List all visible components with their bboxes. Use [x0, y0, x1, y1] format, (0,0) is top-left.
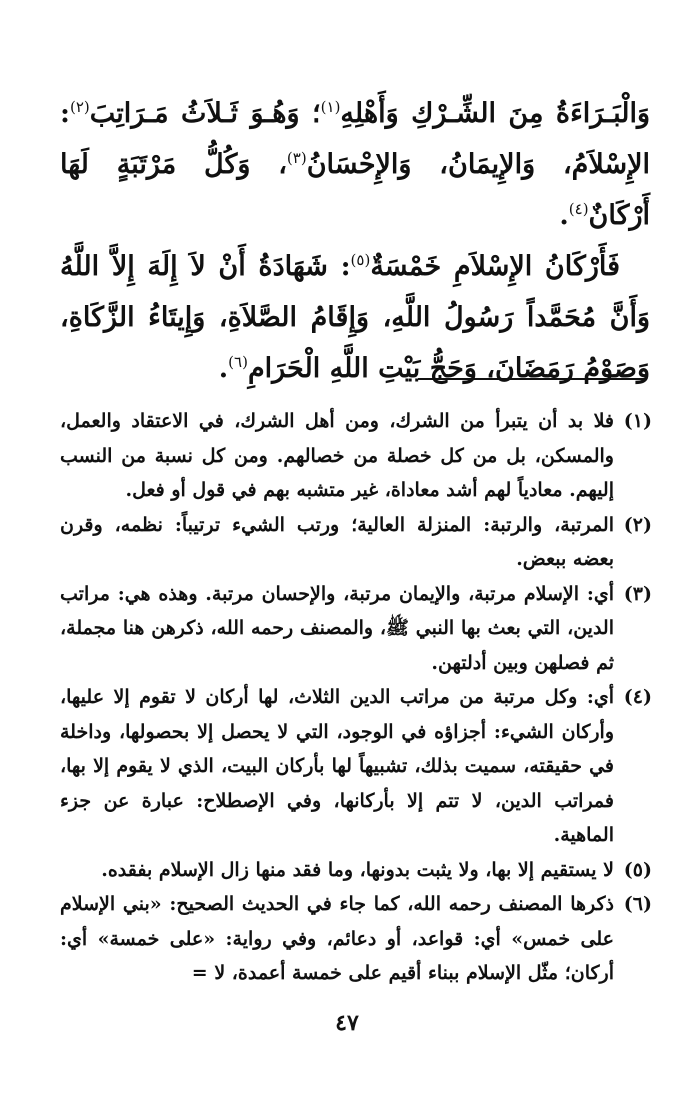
footnote-number: (٦) [623, 893, 652, 915]
footnote-3 [60, 577, 652, 681]
footnote-separator [418, 378, 646, 380]
footnote-text: فلا بد أن يتبرأ من الشرك، ومن أهل الشرك، في الاعتقاد والعمل، والمسكن، بل من كل خصلة من خصالهم. ومن كل نسبة من النسب إليهم. معادياً لهم أشد معاداة، غير متشبه بهم في قول أو فعل. [60, 410, 614, 501]
main-text-segment: ، وَكُلُّ مَرْتَبَةٍ لَهَا أَرْكَانٌ [60, 149, 650, 231]
footnote-ref-1[interactable]: (١) [320, 98, 341, 116]
footnote-ref-4[interactable]: (٤) [568, 200, 589, 218]
footnote-text: أي: الإسلام مرتبة، والإيمان مرتبة، والإحسان مرتبة. وهذه هي: مراتب الدين، التي بعث بها النبي ﷺ، والمصنف رحمه الله، ذكرهن هنا مجملة، ثم فصلهن وبين أدلتهن. [60, 582, 614, 674]
main-paragraph-1 [60, 88, 650, 241]
footnote-text: أي: وكل مرتبة من مراتب الدين الثلاث، لها أركان لا تقوم إلا عليها، وأركان الشيء: أجزاؤه في الوجود، التي لا يحصل إلا بحصولها، وداخلة في حقيقته، سميت بذلك، تشبيهاً لها بأركان البيت، الذي لا يقوم إلا بها، فمراتب الدين، لا تتم إلا بأركانها، وفي الإصطلاح: عبارة عن جزء الماهية. [60, 686, 614, 846]
main-text-segment: . [559, 200, 569, 231]
footnotes [60, 404, 652, 991]
page-number: ٤٧ [335, 1010, 359, 1036]
main-text-segment: فَأَرْكَانُ الإِسْلاَمِ خَمْسَةٌ [370, 251, 620, 282]
footnote-number: (١) [623, 410, 652, 432]
footnote-ref-2[interactable]: (٢) [69, 98, 90, 116]
footnote-number: (٣) [623, 582, 652, 605]
main-text-segment: . [218, 353, 229, 384]
main-text-segment: : شَهَادَةُ أَنْ لاَ إِلَهَ إِلاَّ اللَّهُ وَأَنَّ مُحَمَّداً رَسُولُ اللَّهِ، وَإِقَامُ الصَّلاَةِ، وَإِيتَاءُ الزَّكَاةِ، وَصَوْمُ رَمَضَانَ، وَحَجُّ بَيْتِ اللَّهِ الْحَرَامِ [60, 251, 650, 384]
footnote-number: (٤) [623, 686, 652, 708]
footnote-number: (٥) [623, 858, 652, 881]
footnote-text: المرتبة، والرتبة: المنزلة العالية؛ ورتب الشيء ترتيباً: نظمه، وقرن بعضه ببعض. [60, 513, 614, 570]
footnote-4 [60, 680, 652, 853]
footnote-1 [60, 404, 652, 508]
footnote-ref-6[interactable]: (٦) [228, 353, 248, 371]
footnote-number: (٢) [623, 513, 652, 536]
footnote-ref-3[interactable]: (٣) [286, 149, 307, 167]
footnote-text: لا يستقيم إلا بها، ولا يثبت بدونها، وما فقد منها زال الإسلام بفقده. [101, 858, 614, 881]
footnote-6 [60, 887, 652, 991]
footnote-2 [60, 508, 652, 577]
main-text [60, 88, 650, 394]
main-paragraph-2 [60, 241, 650, 394]
main-text-segment: وَالْبَـرَاءَةُ مِنَ الشِّـرْكِ وَأَهْلِهِ [340, 98, 650, 129]
footnote-5 [60, 853, 652, 888]
footnote-text: ذكرها المصنف رحمه الله، كما جاء في الحديث الصحيح: «بني الإسلام على خمس» أي: قواعد، أو دعائم، وفي رواية: «على خمسة» أي: أركان؛ مثّل الإسلام ببناء أقيم على خمسة أعمدة، لا = [60, 893, 614, 984]
main-text-segment: ؛ وَهُـوَ ثَـلاَثُ مَـرَاتِبَ [89, 98, 321, 129]
main-text-segment: : الإِسْلاَمُ، وَالإِيمَانُ، وَالإِحْسَانُ [60, 98, 651, 180]
footnote-ref-5[interactable]: (٥) [350, 251, 371, 269]
